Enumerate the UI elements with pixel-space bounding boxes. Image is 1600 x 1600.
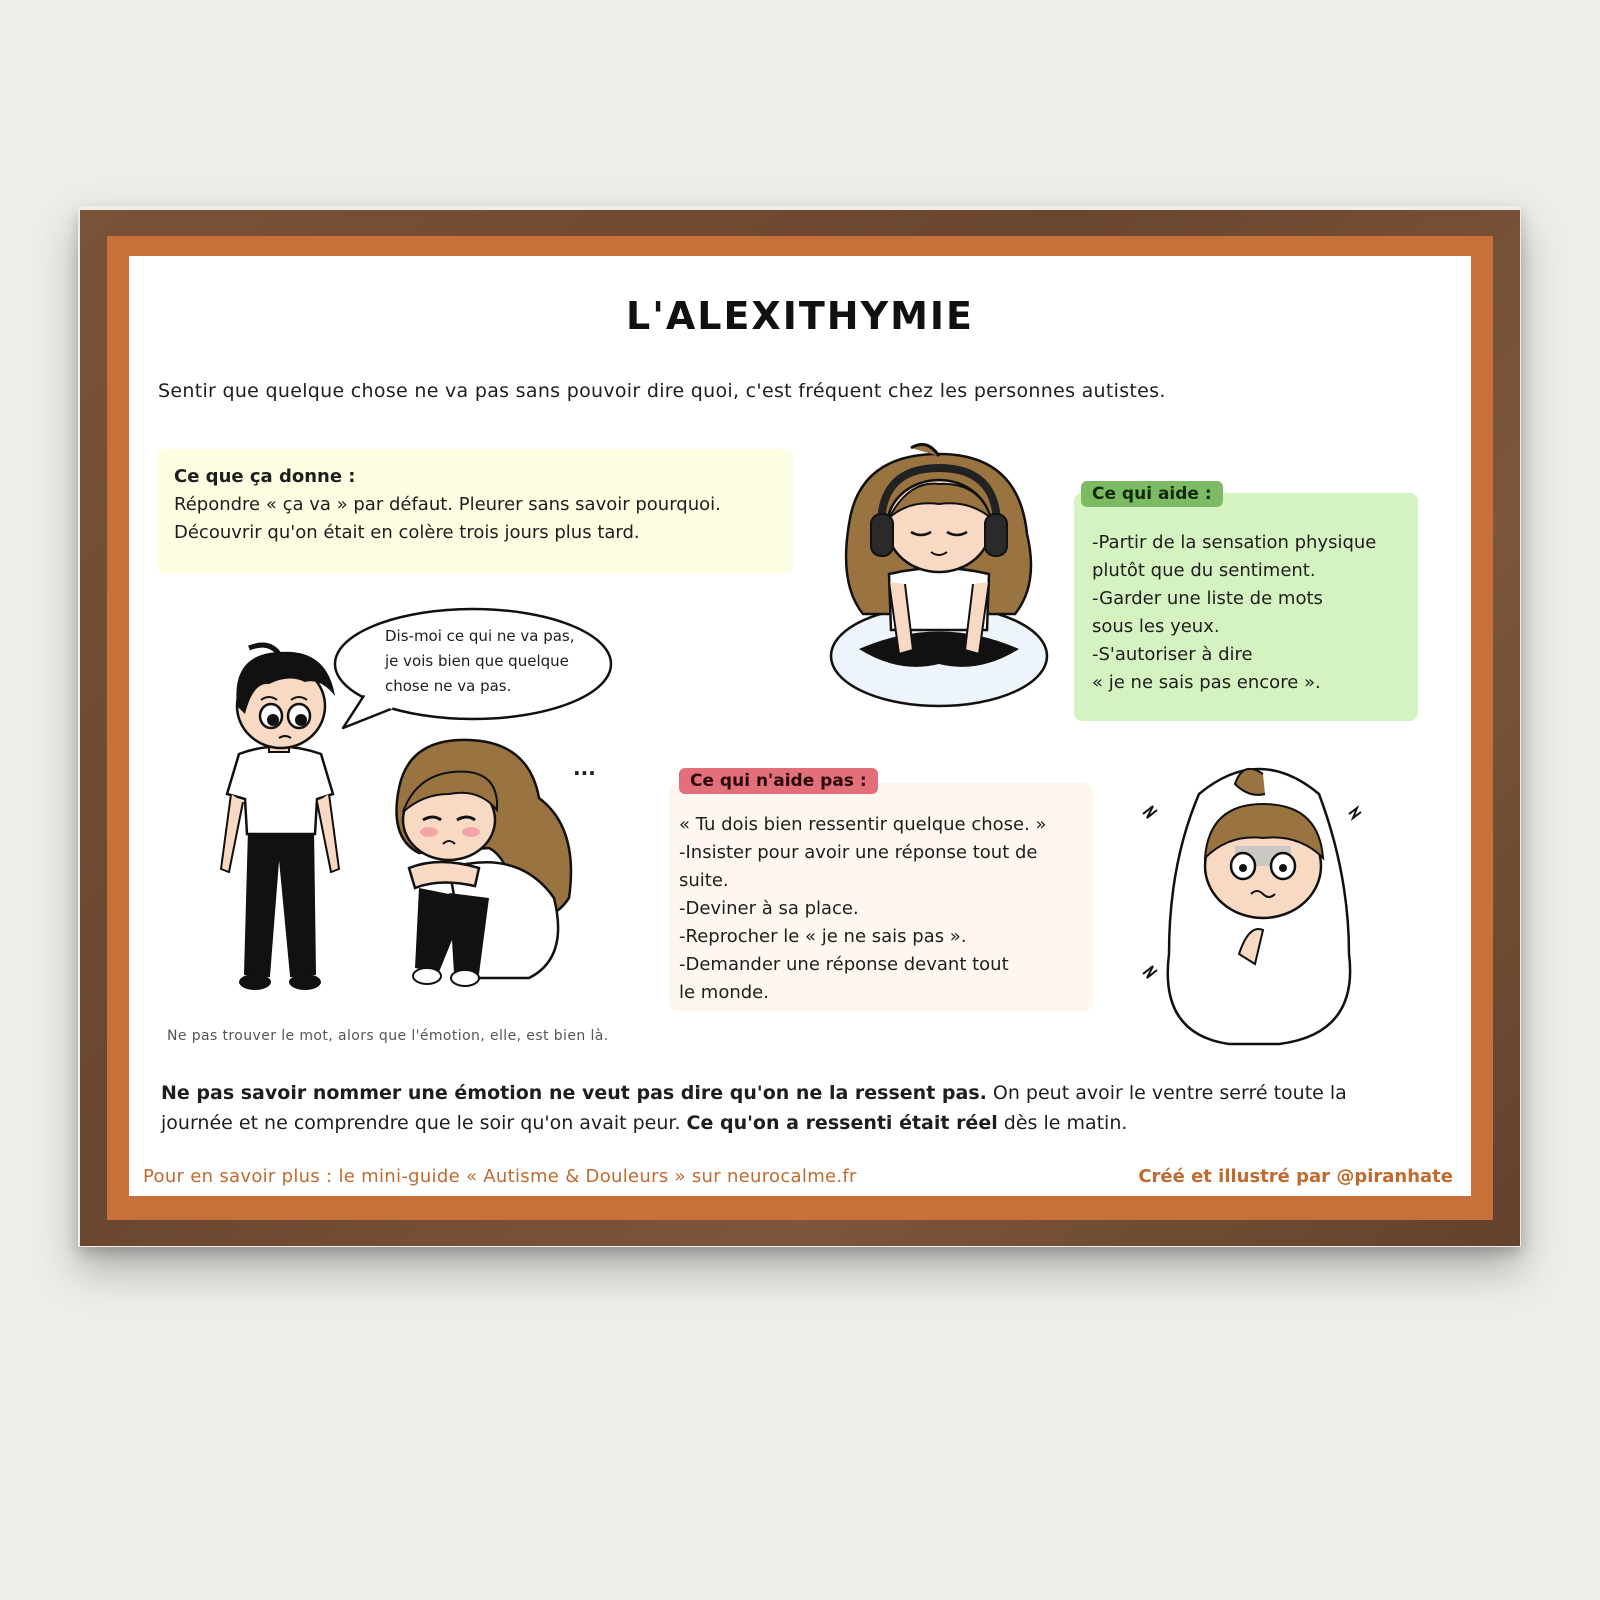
ellipsis: ... [573,756,596,780]
anxious-girl-in-blanket-illustration [1139,754,1369,1054]
ce-qui-aide-line-6: « je ne sais pas encore ». [1092,672,1321,693]
ce-que-ca-donne-line-2: Découvrir qu'on était en colère trois jours plus tard. [174,522,640,543]
poster-title: L'ALEXITHYMIE [625,294,975,338]
bubble-line-3: chose ne va pas. [385,677,512,695]
ce-qui-aide-tag: Ce qui aide : [1081,481,1223,507]
ce-qui-naide-pas-box [669,783,1093,1011]
naide-pas-line-1: « Tu dois bien ressentir quelque chose. » [679,814,1047,835]
ce-qui-aide-box [1074,493,1418,721]
conclusion-bold-1: Ne pas savoir nommer une émotion ne veut pas dire qu'on ne la ressent pas. [161,1082,987,1104]
conclusion-bold-2: Ce qu'on a ressenti était réel [686,1112,998,1134]
boy-standing-illustration [209,634,369,1014]
ce-qui-aide-line-1: -Partir de la sensation physique [1092,532,1377,553]
naide-pas-line-3: suite. [679,870,729,891]
poster-frame [80,210,1520,1246]
naide-pas-line-6: -Demander une réponse devant tout [679,954,1009,975]
conclusion-normal-2: dès le matin. [997,1112,1128,1134]
ce-qui-naide-pas-tag: Ce qui n'aide pas : [679,768,878,794]
bubble-line-2: je vois bien que quelque [385,652,569,670]
conclusion-normal-1: On peut avoir le ventre serré toute la journée et ne comprendre que le soir qu'on avait peur. [161,1082,1347,1134]
intro-text: Sentir que quelque chose ne va pas sans pouvoir dire quoi, c'est fréquent chez les personnes autistes. [158,380,1166,402]
ce-qui-aide-line-3: -Garder une liste de mots [1092,588,1323,609]
footer-more-info: Pour en savoir plus : le mini-guide « Autisme & Douleurs » sur neurocalme.fr [143,1166,857,1187]
ce-que-ca-donne-heading: Ce que ça donne : [174,466,356,487]
naide-pas-line-7: le monde. [679,982,769,1003]
ce-qui-aide-line-4: sous les yeux. [1092,616,1220,637]
naide-pas-line-5: -Reprocher le « je ne sais pas ». [679,926,967,947]
ce-qui-aide-line-5: -S'autoriser à dire [1092,644,1253,665]
illustration-caption: Ne pas trouver le mot, alors que l'émotion, elle, est bien là. [167,1028,609,1044]
poster-paper [129,256,1471,1196]
ce-que-ca-donne-box [157,449,793,573]
footer-credit: Créé et illustré par @piranhate [1138,1166,1453,1187]
bubble-line-1: Dis-moi ce qui ne va pas, [385,627,575,645]
naide-pas-line-2: -Insister pour avoir une réponse tout de [679,842,1038,863]
naide-pas-line-4: -Deviner à sa place. [679,898,859,919]
meditating-girl-headphones-illustration [819,434,1059,714]
ce-qui-aide-line-2: plutôt que du sentiment. [1092,560,1316,581]
sad-girl-crouching-illustration [379,728,589,998]
poster-mat [107,236,1493,1220]
ce-que-ca-donne-line-1: Répondre « ça va » par défaut. Pleurer sans savoir pourquoi. [174,494,721,515]
conclusion-text [161,1078,1391,1138]
